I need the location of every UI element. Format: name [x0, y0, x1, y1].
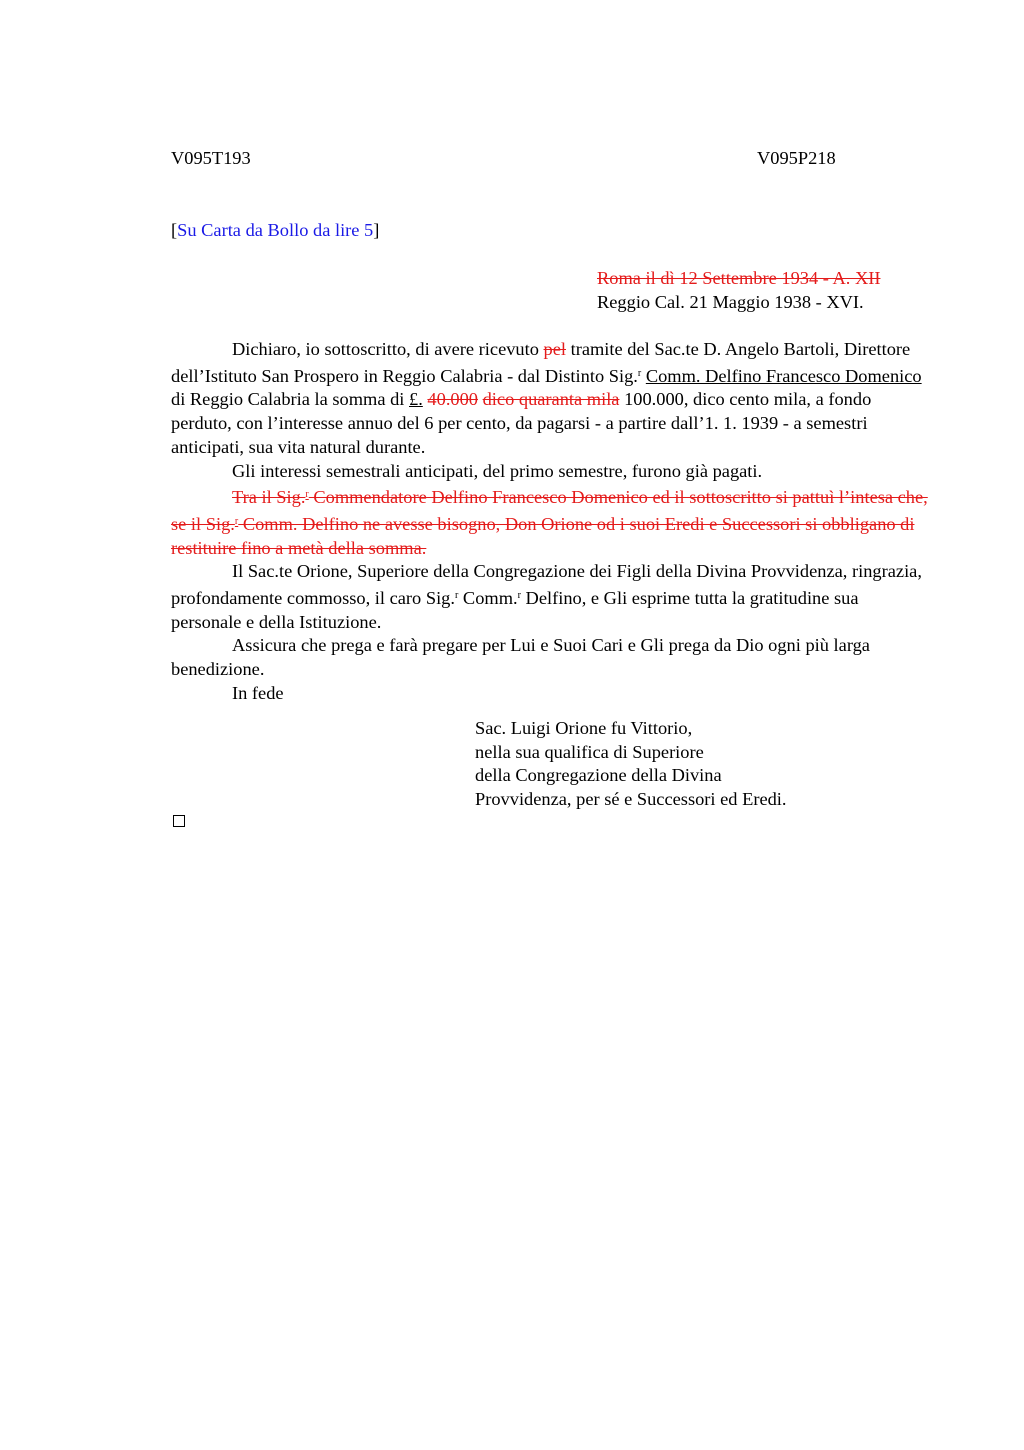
document-ref-left: V095T193 — [171, 148, 251, 168]
signature-line: della Congregazione della Divina — [475, 765, 722, 786]
superscript: r — [517, 590, 521, 602]
date-current: Reggio Cal. 21 Maggio 1938 - XVI. — [597, 292, 864, 312]
signature-line: Sac. Luigi Orione fu Vittorio, — [475, 718, 693, 738]
bracket-open: [ — [171, 220, 178, 240]
signature-line: Provvidenza, per sé e Successori ed Eredi. — [475, 789, 787, 810]
end-of-document-box-icon — [173, 815, 185, 827]
date-struck: Roma il dì 12 Settembre 1934 - A. XII — [597, 268, 881, 288]
stamp-paper-note — [171, 218, 379, 242]
superscript: r — [637, 367, 642, 379]
text-run: Comm. — [458, 588, 518, 609]
text-run: Tra il Sig. — [232, 487, 306, 508]
paragraph-declaration — [171, 338, 931, 460]
paragraph-thanks — [171, 560, 931, 634]
bracket-close: ] — [373, 220, 380, 240]
text-run: di Reggio Calabria la somma di — [171, 389, 410, 410]
text-run: Commendatore Delfino Francesco Domenico ed il sottoscritto si pattuì l’intesa che, se il Sig. — [171, 487, 928, 534]
signature-block — [475, 717, 787, 812]
editorial-note: Su Carta da Bollo da lire 5 — [177, 220, 374, 240]
deleted-word: pel — [543, 339, 566, 359]
paragraph-interests: Gli interessi semestrali anticipati, del primo semestre, furono già pagati. — [232, 460, 763, 481]
text-run: 100.000, dico cento mila, a fondo perduto, con l’interesse annuo del 6 per cento, da pagarsi - a partire dall’1. 1. 1939 - a semestri anticipati, sua vita natural durante. — [171, 389, 872, 457]
deleted-amount-words: dico quaranta mila — [482, 389, 620, 410]
signature-line: nella sua qualifica di Superiore — [475, 741, 704, 762]
text-run: Delfino, e Gli esprime tutta la gratitudine sua personale e della Istituzione. — [171, 588, 859, 632]
document-ref-right: V095P218 — [757, 148, 836, 168]
paragraph-closing: In fede — [232, 682, 284, 703]
paragraph-blessing: Assicura che prega e farà pregare per Lui e Suoi Cari e Gli prega da Dio ogni più larga benedizione. — [171, 635, 870, 680]
text-run: Dichiaro, io sottoscritto, di avere ricevuto — [232, 339, 544, 359]
currency-symbol: £. — [409, 389, 423, 410]
text-run: Comm. Delfino ne avesse bisogno, Don Orione od i suoi Eredi e Successori si obbligano di restituire fino a metà della somma. — [171, 513, 915, 558]
superscript: r — [305, 489, 309, 501]
letter-body — [171, 338, 931, 706]
paragraph-deleted-agreement — [171, 483, 931, 560]
text-run: tramite del Sac.te D. Angelo Bartoli, Direttore dell’Istituto San Prospero in Reggio Calabria - dal Distinto Sig. — [171, 339, 911, 386]
superscript: r — [234, 515, 239, 527]
benefactor-name: Comm. Delfino Francesco Domenico — [645, 365, 922, 386]
text-run: Il Sac.te Orione, Superiore della Congregazione dei Figli della Divina Provvidenza, ringrazia, profondamente commosso, il caro Sig. — [171, 561, 922, 609]
superscript: r — [454, 590, 459, 602]
date-block — [597, 266, 880, 314]
deleted-amount: 40.000 — [427, 389, 478, 410]
